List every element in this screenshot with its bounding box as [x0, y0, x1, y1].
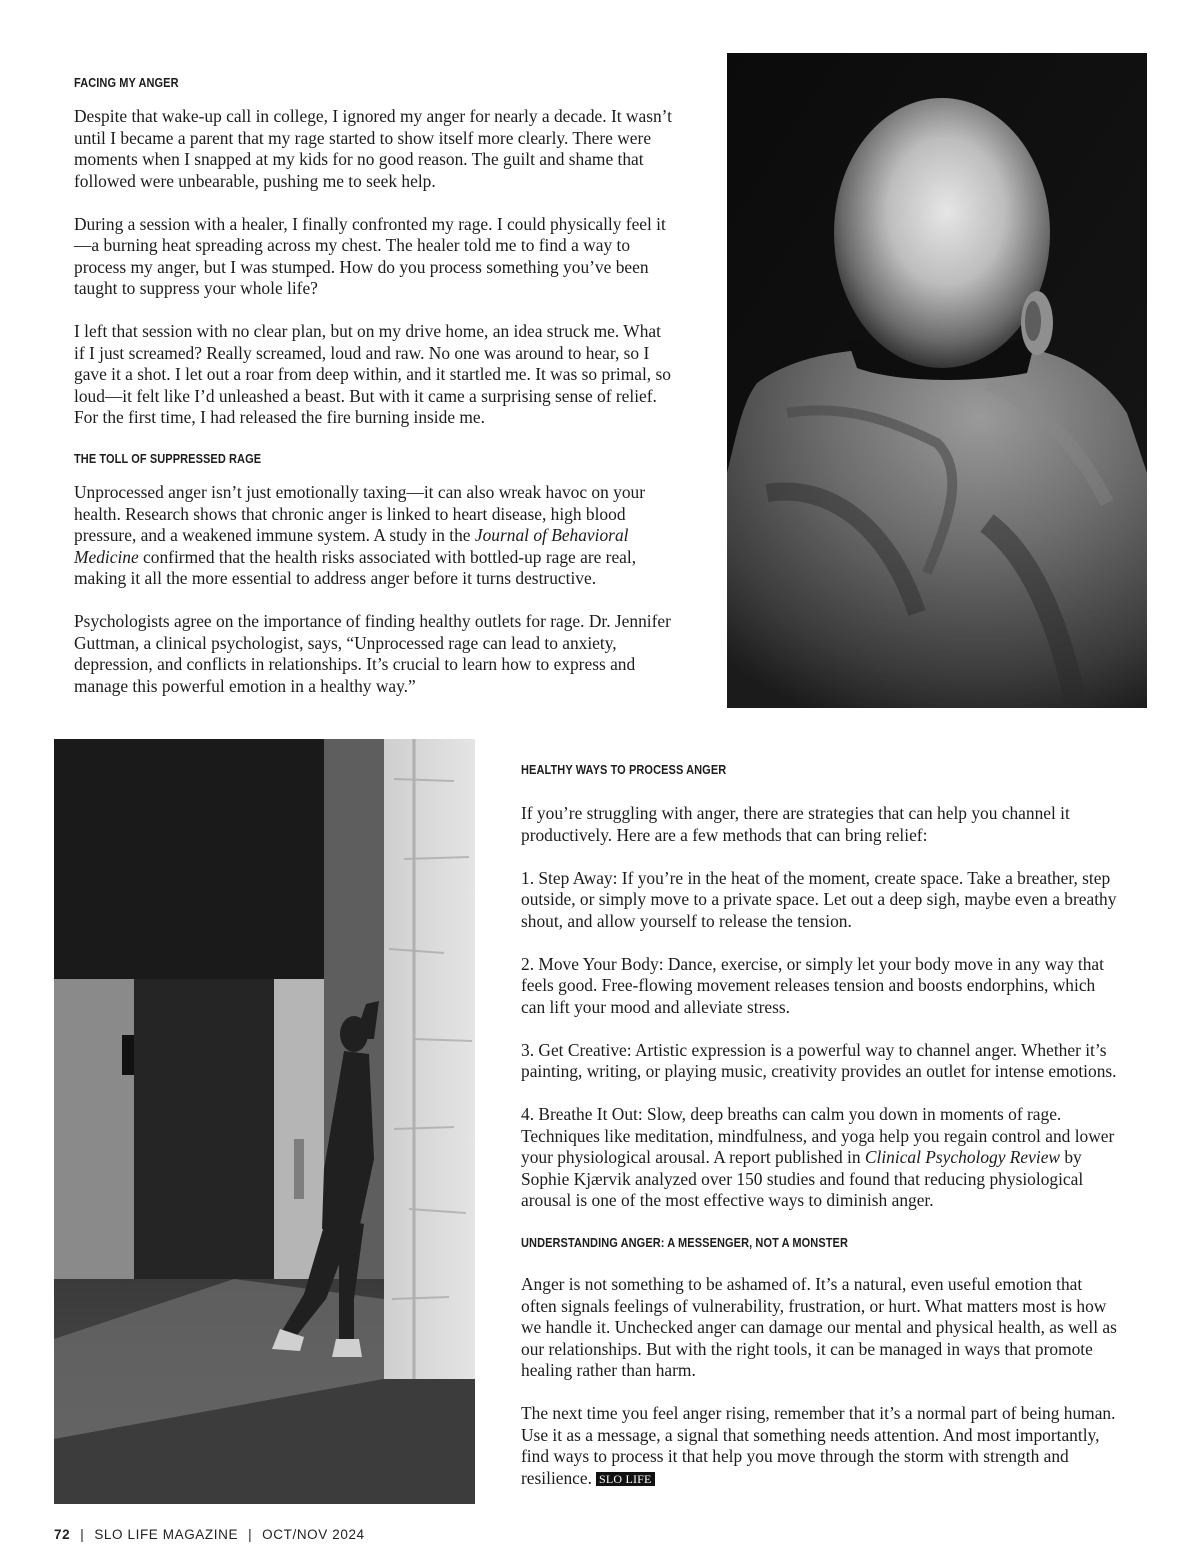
- heading-toll-of-suppressed-rage: THE TOLL OF SUPPRESSED RAGE: [74, 452, 262, 466]
- paragraph: During a session with a healer, I finally confronted my rage. I could physically feel it—a burning heat spreading across my chest. The healer told me to find a way to process my anger, but I was stumped. How do you process something you’ve been taught to suppress your whole life?: [74, 213, 666, 298]
- heading-facing-my-anger: FACING MY ANGER: [74, 76, 179, 90]
- column-bottom-right-end: [521, 1274, 1121, 1489]
- end-mark-badge: SLO LIFE: [596, 1472, 655, 1486]
- paragraph: Despite that wake-up call in college, I ignored my anger for nearly a decade. It wasn’t until I became a parent that my rage started to show itself more clearly. There were moments when I snapped at my kids for no good reason. The guilt and shame that followed were unbearable, pushing me to seek help.: [74, 106, 672, 191]
- column-middle-left: [74, 482, 674, 697]
- paragraph: I left that session with no clear plan, but on my drive home, an idea struck me. What if I just screamed? Really screamed, loud and raw. No one was around to hear, so I gave it a shot. I let out a roar from deep within, and it startled me. It was so primal, so loud—it felt like I’d unleashed a beast. But with it came a surprising sense of relief. For the first time, I had released the fire burning inside me.: [74, 321, 671, 427]
- heading-healthy-ways: HEALTHY WAYS TO PROCESS ANGER: [521, 763, 727, 777]
- page-number: 72: [54, 1527, 71, 1542]
- paragraph: The next time you feel anger rising, remember that it’s a normal part of being human. Use it as a message, a signal that something needs attention. And most importantly, find ways to process it that help you move through the storm with strength and resilience. SLO LIFE: [521, 1403, 1116, 1488]
- photo-man-from-behind: [727, 53, 1147, 708]
- list-item: 3. Get Creative: Artistic expression is a powerful way to channel anger. Whether it’s painting, writing, or playing music, creativity provides an outlet for intense emotions.: [521, 1039, 1117, 1081]
- footer-separator: |: [248, 1527, 253, 1542]
- list-item: 1. Step Away: If you’re in the heat of the moment, create space. Take a breather, step outside, or simply move to a private space. Let out a deep sigh, maybe even a breathy shout, and allow yourself to release the tension.: [521, 867, 1117, 931]
- paragraph: Anger is not something to be ashamed of. It’s a natural, even useful emotion that often signals feelings of vulnerability, frustration, or hurt. What matters most is how we handle it. Unchecked anger can damage our mental and physical health, as well as our relationships. But with the right tools, it can be managed in ways that promote healing rather than harm.: [521, 1274, 1117, 1380]
- page-footer: [54, 1527, 365, 1542]
- heading-understanding-anger: UNDERSTANDING ANGER: A MESSENGER, NOT A MONSTER: [521, 1236, 849, 1250]
- magazine-name: SLO LIFE MAGAZINE: [94, 1527, 239, 1542]
- column-top-left: [74, 106, 674, 429]
- photo-woman-leaning-on-wall: [54, 739, 475, 1504]
- list-item: 4. Breathe It Out: Slow, deep breaths can calm you down in moments of rage. Techniques like meditation, mindfulness, and yoga help you regain control and lower your physiological arousal. A report published in Clinical Psychology Review by Sophie Kjærvik analyzed over 150 studies and found that reducing physiological arousal is one of the most effective ways to diminish anger.: [521, 1104, 1115, 1210]
- paragraph: Unprocessed anger isn’t just emotionally taxing—it can also wreak havoc on your health. Research shows that chronic anger is linked to heart disease, high blood pressure, and a weakened immune system. A study in the Journal of Behavioral Medicine confirmed that the health risks associated with bottled-up rage are real, making it all the more essential to address anger before it turns destructive.: [74, 482, 646, 588]
- issue-date: OCT/NOV 2024: [262, 1527, 365, 1542]
- journal-title: Journal of Behavioral Medicine: [74, 525, 629, 567]
- paragraph: Psychologists agree on the importance of finding healthy outlets for rage. Dr. Jennifer Guttman, a clinical psychologist, says, “Unprocessed rage can lead to anxiety, depression, and conflicts in relationships. It’s crucial to learn how to express and manage this powerful emotion in a healthy way.”: [74, 611, 671, 696]
- list-item: 2. Move Your Body: Dance, exercise, or simply let your body move in any way that feels good. Free-flowing movement releases tension and boosts endorphins, which can lift your mood and alleviate stress.: [521, 953, 1104, 1017]
- journal-title: Clinical Psychology Review: [864, 1147, 1061, 1167]
- paragraph: If you’re struggling with anger, there are strategies that can help you channel it productively. Here are a few methods that can bring relief:: [521, 803, 1070, 845]
- footer-separator: |: [80, 1527, 85, 1542]
- column-bottom-right: [521, 803, 1121, 1212]
